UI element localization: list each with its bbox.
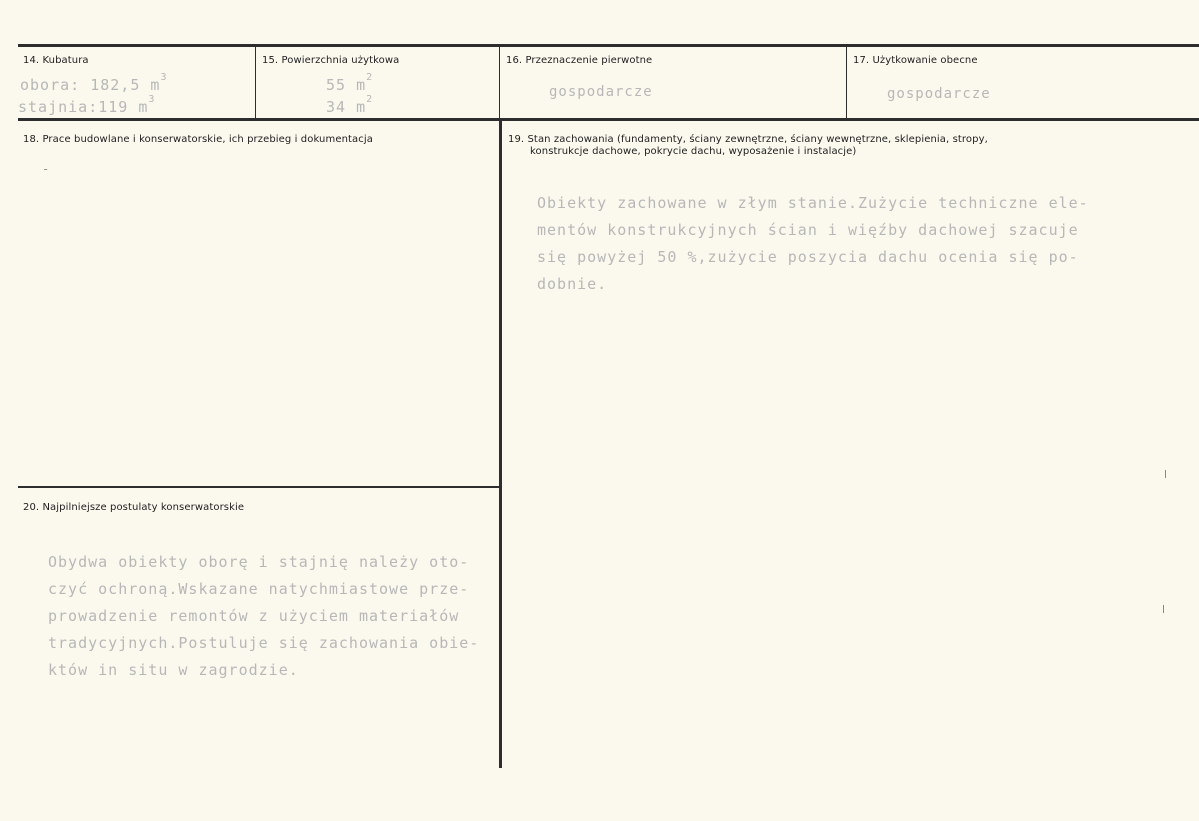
divider-main (499, 120, 502, 768)
field-18-label: 18. Prace budowlane i konserwatorskie, ich przebieg i dokumentacja (23, 134, 373, 145)
divider-16-17 (846, 47, 847, 120)
field-16-label: 16. Przeznaczenie pierwotne (506, 55, 653, 66)
field-15-line-2: 34 $m^2$ (326, 94, 374, 116)
field-19-text: Obiekty zachowane w złym stanie.Zużycie techniczne ele- mentów konstrukcyjnych ścian i więźby dachowej szacuje się powyżej 50 %,zużycie poszycia dachu ocenia się po- dobnie. (537, 194, 1089, 293)
field-20-text: Obydwa obiekty oborę i stajnię należy oto- czyć ochroną.Wskazane natychmiastowe prze- prowadzenie remontów z użyciem materiałów tradycyjnych.Postuluje się zachowania obie- któw in situ w zagrodzie. (48, 553, 480, 679)
field-20-label: 20. Najpilniejsze postulaty konserwatorskie (23, 502, 245, 513)
divider-14-15 (255, 47, 256, 120)
field-16-value: gospodarcze (549, 84, 653, 100)
divider-15-16 (499, 47, 500, 120)
field-15-label: 15. Powierzchnia użytkowa (262, 55, 400, 66)
field-17-label: 17. Użytkowanie obecne (853, 55, 978, 66)
stray-mark (1165, 470, 1166, 478)
field-19-label-line-1: 19. Stan zachowania (fundamenty, ściany zewnętrzne, ściany wewnętrzne, sklepienia, stropy, (508, 134, 988, 145)
section-20-border (18, 486, 501, 488)
field-17-value: gospodarcze (887, 86, 991, 102)
header-row-border (18, 118, 1199, 121)
stray-mark (1163, 605, 1164, 613)
field-14-line-2: stajnia:119 $m^3$ (18, 94, 156, 116)
field-19-label-line-2: konstrukcje dachowe, pokrycie dachu, wyposażenie i instalacje) (530, 146, 857, 157)
field-14-line-1: obora: 182,5 $m^3$ (20, 72, 168, 94)
field-15-line-1: 55 $m^2$ (326, 72, 374, 94)
field-18-value: - (42, 162, 51, 176)
top-border (18, 44, 1199, 47)
field-14-label: 14. Kubatura (23, 55, 89, 66)
